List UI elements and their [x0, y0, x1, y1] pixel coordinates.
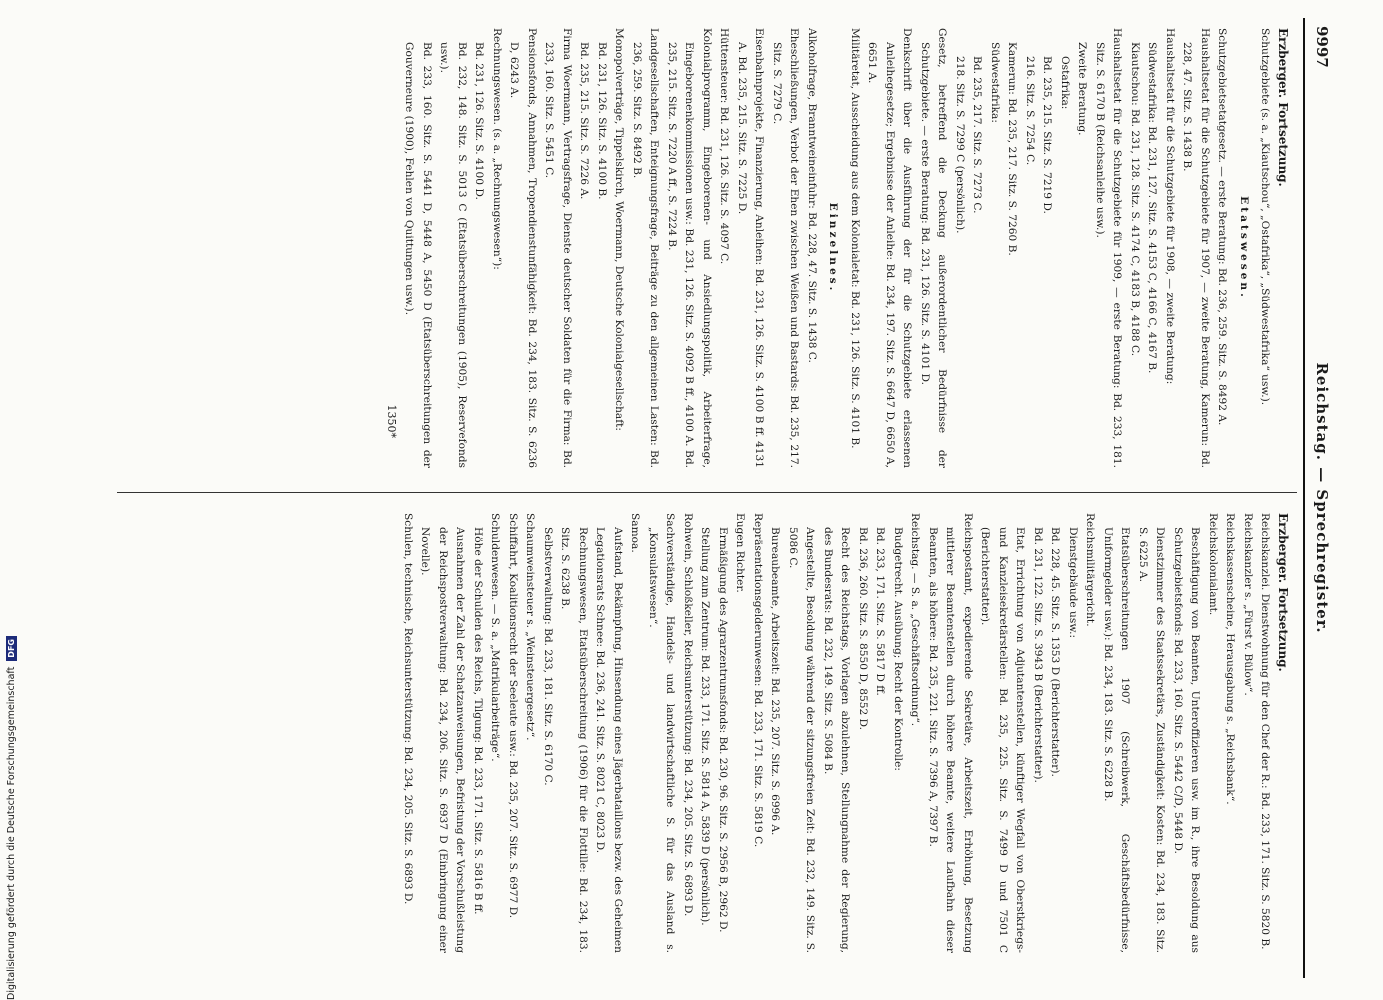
register-line: Zweite Beratung.: [1076, 42, 1089, 136]
register-line: 1350*: [385, 404, 398, 438]
register-line: Schuldenwesen. — S. a. „Matrikularbeiträge“.: [489, 513, 502, 762]
register-line: Aufstand, Bekämpfung, Hinsendung eines Jägerbataillons bezw. des Geheimen Legationsrats Schnee: Bd. 236, 241. Sitz. S. 8021 C, 8023 D.: [594, 527, 624, 953]
side-note: [4, 20, 18, 1000]
register-line: Bureaubeamte, Arbeitszeit: Bd. 235, 207. Sitz. S. 6996 A.: [769, 527, 782, 836]
page-header: [1303, 18, 1335, 978]
side-note-text: Digitalisierung gefördert durch die Deutsche Forschungsgemeinschaft: [5, 666, 17, 1000]
register-line: Eugen Richter.: [734, 513, 747, 593]
register-line: Haushaltsetat für die Schutzgebiete für 1908, — zweite Beratung:: [1164, 28, 1176, 385]
register-line: Angestellte, Besoldung während der sitzungsfreien Zeit: Bd. 232, 149. Sitz. S. 5086 C.: [787, 527, 817, 953]
register-line: Schiffahrt, Koalitionsrecht der Seeleute usw.: Bd. 235, 207. Sitz. S. 6977 D.: [507, 513, 519, 919]
left-column: [101, 28, 1291, 468]
register-line: Stellung zum Zentrum: Bd. 233, 171. Sitz. S. 5814 A, 5839 D (persönlich).: [699, 527, 712, 926]
register-line: Rohwein, Schloßkeller, Reichsunterstützung: Bd. 234, 205. Sitz. S. 6893 D.: [682, 513, 694, 917]
register-line: Haushaltsetat für die Schutzgebiete für 1909, — erste Beratung: Bd. 233, 181. Sitz. S. 6170 B (Reichsanleihe usw.).: [1094, 28, 1124, 468]
register-line: Reichskolonialamt.: [1207, 513, 1219, 616]
register-line: Etatswesen.: [1238, 196, 1250, 300]
register-line: Samoa.: [629, 513, 642, 553]
register-line: Reichskassenscheine, Herausgabung s. „Reichsbank“.: [1224, 513, 1237, 805]
register-line: Schaumweinsteuer s. „Weinsteuergesetz“.: [524, 513, 537, 741]
register-line: Beschäftigung von Beamten, Unteroffizieren usw. im R., ihre Besoldung aus Schutzgebietsfonds: Bd. 233, 160. Sitz. S. 5442 C/D, 5448 D.: [1172, 527, 1202, 953]
register-line: Bd. 235, 215. Sitz. S. 7219 D.: [1041, 56, 1054, 214]
register-line: Einzelnes.: [827, 202, 840, 294]
rotated-page-content: [25, 18, 1335, 978]
register-line: Dienstzimmer des Staatssekretärs, Zuständigkeit: Kosten: Bd. 234, 183. Sitz. S. 6225 A.: [1137, 527, 1167, 953]
register-line: Denkschrift über die Ausführung der für die Schutzgebiete erlassenen Anleihegesetze; Ergebnisse der Anleihe: Bd. 234, 197. Sitz. S. 6647 D, 6650 A, 6651 A.: [866, 28, 914, 468]
register-line: Rechnungswesen, Etatsüberschreitung (1906) für die Flottille: Bd. 234, 183. Sitz. S. 6238 B.: [559, 527, 589, 953]
register-line: Alkoholfrage, Branntweineinfuhr: Bd. 228, 47. Sitz. S. 1438 C.: [806, 28, 818, 363]
register-line: Südwestafrika:: [989, 42, 1001, 123]
register-line: Eheschließungen, Verbot der Ehen zwischen Weißen und Bastards: Bd. 235, 217. Sitz. S. 7279 C.: [771, 28, 801, 468]
register-line: Reichskanzlei. Dienstwohnung für den Chef der R.: Bd. 233, 171. Sitz. S. 5820 B.: [1259, 513, 1272, 950]
register-line: Reichsmilitärgericht.: [1084, 513, 1097, 627]
register-line: Schutzgebiete (s. a. „Kiautschou“, „Ostafrika“, „Südwestafrika“ usw.).: [1259, 28, 1272, 406]
register-line: Ostafrika:: [1059, 56, 1071, 110]
page-title: Reichstag. — Sprechregister.: [1313, 362, 1331, 634]
register-line: Etat, Errichtung von Adjutantenstellen, künftiger Wegfall von Oberstkriegs- und Kanzleisekretärstellen: Bd. 235, 225. Sitz. S. 7499 D und 7501 C (Berichterstatter).: [979, 527, 1027, 953]
register-line: Reichstag. — S. a. „Geschäftsordnung“.: [909, 513, 922, 727]
register-line: Südwestafrika: Bd. 231, 127. Sitz. S. 4153 C, 4166 C, 4167 B.: [1146, 42, 1159, 374]
register-line: Monopolverträge, Tippelskirch, Woermann, Deutsche Kolonialgesellschaft:: [613, 28, 626, 431]
register-line: Kolonialprogramm, Eingeborenen- und Ansiedlungspolitik, Arbeiterfrage, Eingeborenenkommissionen usw.: Bd. 231, 126. Sitz. S. 4092 B ff., 4100 A. Bd. 235, 215. Sitz. S. 7220 A ff., S. 7224 B.: [666, 28, 713, 468]
register-line: Selbstverwaltung: Bd. 233, 181. Sitz. S. 6170 C.: [542, 527, 554, 786]
register-line: Reichskanzler s. „Fürst v. Bülow“.: [1242, 513, 1254, 696]
register-line: Eisenbahnprojekte, Finanzierung, Anleihen: Bd. 231, 126. Sitz. S. 4100 B ff. 4131 A. Bd. 235, 215. Sitz. S. 7225 D.: [736, 28, 766, 468]
register-line: Erzberger. Fortsetzung.: [1276, 513, 1290, 672]
register-line: Bd. 233, 160. Sitz. S. 5441 D, 5448 A, 5450 D (Etatsüberschreitungen der Gouverneure (1900), Fehlen von Quittungen usw.).: [403, 42, 433, 468]
register-line: Reichspostamt, expedierende Sekretäre, Arbeitszeit, Erhöhung, Besetzung mittlerer Beamtenstellen durch höhere Beamte, weitere Laufbahn dieser Beamten, als höhere: Bd. 235, 221. Sitz. S. 7396 A, 7397 B.: [927, 513, 974, 953]
register-line: Pensionsfonds, Annahmen, Tropendienstunfähigkeit: Bd. 234, 183. Sitz. S. 6236 D, 6243 A.: [508, 28, 538, 468]
register-line: Etatsüberschreitungen 1907 (Schreibwerk, Geschäftsbedürfnisse, Uniformgelder usw.): Bd. 234, 183. Sitz. S. 6228 B.: [1102, 527, 1132, 953]
register-line: Recht des Reichstags, Vorlagen abzulehnen, Stellungnahme der Regierung, des Bundesrats: Bd. 232, 149. Sitz. S. 5084 B.: [822, 527, 852, 953]
register-line: Schutzgebietsetatgesetz. — erste Beratung: Bd. 236, 259. Sitz. S. 8492 A.: [1216, 28, 1229, 426]
register-line: Bd. 233, 171. Sitz. S. 5817 D ff.: [874, 527, 887, 696]
register-line: Landgesellschaften, Enteignungsfrage, Beiträge zu den allgemeinen Lasten: Bd. 236, 259. Sitz. S. 8492 B.: [631, 28, 661, 468]
right-column: [101, 513, 1291, 953]
register-line: Haushaltsetat für die Schutzgebiete für 1907, — zweite Beratung, Kamerun: Bd. 228, 47. Sitz. S. 1438 B.: [1181, 28, 1211, 468]
register-line: Kamerun: Bd. 235, 217. Sitz. S. 7260 B.: [1006, 42, 1019, 256]
register-line: Bd. 235, 217. Sitz. S. 7273 C.: [971, 56, 984, 214]
register-line: Militäretat, Ausscheidung aus dem Kolonialetat: Bd. 231, 126. Sitz. S. 4101 B.: [849, 28, 861, 449]
register-line: Ausnahmen der Zahl der Schatzanweisungen, Befristung der Vorschußleistung der Reichspostverwaltung: Bd. 234, 206. Sitz. S. 6937 D (Einbringung einer Novelle).: [419, 527, 467, 953]
register-line: Rechnungswesen. (s. a. „Rechnungswesen“):: [491, 28, 503, 270]
register-line: 216. Sitz. S. 7254 C.: [1024, 56, 1036, 166]
dfg-logo: DFG: [6, 636, 17, 661]
register-line: Schulen, technische, Reichsunterstützung: Bd. 234, 205. Sitz. S. 6893 D.: [402, 513, 414, 905]
register-line: Bd. 236, 260. Sitz. S. 8550 D, 8552 D.: [857, 527, 869, 731]
register-line: Budgetrecht. Ausübung; Recht der Kontrolle:: [892, 527, 904, 771]
register-line: 218. Sitz. S. 7299 C (persönlich).: [954, 56, 966, 234]
page-number: 9997: [1313, 26, 1331, 68]
register-line: Erzberger. Fortsetzung.: [1276, 28, 1290, 187]
register-line: Ermäßigung des Agrarzentrumsfonds: Bd. 230, 96. Sitz. S. 2956 B, 2962 D.: [717, 527, 729, 933]
register-line: Dienstgebäude usw.:: [1067, 527, 1079, 639]
register-line: Repräsentationsgelderunwesen: Bd. 233, 171. Sitz. S. 5819 C.: [752, 513, 764, 848]
register-line: Bd. 232, 148. Sitz. S. 5013 C (Etatsüberschreitungen (1905), Reservefonds usw.).: [438, 42, 468, 468]
register-line: Bd. 235, 215. Sitz. S. 7226 A.: [578, 42, 591, 200]
register-line: Kiautschou: Bd. 231, 128. Sitz. S. 4174 C, 4183 B, 4188 C.: [1129, 42, 1141, 357]
register-line: Bd. 231, 126. Sitz. S. 4100 B.: [596, 42, 608, 200]
register-line: Bd. 231, 122. Sitz. S. 3943 B (Berichterstatter).: [1032, 527, 1044, 783]
register-line: Hüttensteuer: Bd. 231, 126. Sitz. S. 4097 C.: [718, 28, 731, 265]
register-line: Bd. 231, 126. Sitz. S. 4100 D.: [473, 42, 486, 200]
register-line: Sachverständige, Handels- und landwirtschaftliche S. für das Ausland s. „Konsulatswesen“.: [647, 513, 677, 953]
column-divider: [117, 492, 1297, 493]
register-line: Firma Woermann, Vertragsfrage, Dienste deutscher Soldaten für die Firma: Bd. 233, 160. Sitz. S. 5451 C.: [543, 28, 573, 468]
register-line: Gesetz, betreffend die Deckung außerordentlicher Bedürfnisse der Schutzgebiete. — erste Beratung: Bd. 231, 126. Sitz. S. 4101 D.: [919, 28, 949, 468]
register-line: Bd. 228, 45. Sitz. S. 1353 D (Berichterstatter).: [1049, 527, 1062, 777]
register-line: Höhe der Schulden des Reichs, Tilgung: Bd. 233, 171. Sitz. S. 5816 B ff.: [472, 527, 484, 915]
